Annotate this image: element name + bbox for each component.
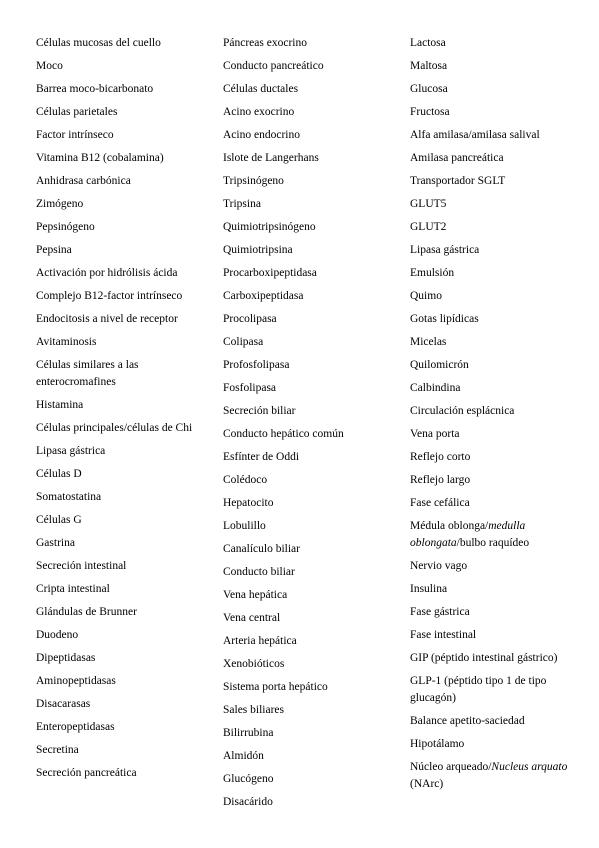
glossary-term: Emulsión	[410, 267, 455, 279]
glossary-term: Pepsinógeno	[36, 221, 95, 233]
glossary-term: Zimógeno	[36, 198, 84, 210]
glossary-term: Lactosa	[410, 37, 446, 49]
glossary-term: Complejo B12-factor intrínseco	[36, 290, 183, 302]
glossary-term: Quimiotripsinógeno	[223, 221, 316, 233]
glossary-term: Conducto biliar	[223, 566, 295, 578]
glossary-term: Activación por hidrólisis ácida	[36, 267, 178, 279]
term-column-2	[223, 32, 383, 814]
glossary-term: Vena hepática	[223, 589, 288, 601]
glossary-term: Lobulillo	[223, 520, 266, 532]
glossary-term: Amilasa pancreática	[410, 152, 504, 164]
glossary-term: Somatostatina	[36, 491, 102, 503]
term-segment: (NArc)	[410, 778, 444, 790]
glossary-term: GIP (péptido intestinal gástrico)	[410, 652, 558, 664]
glossary-term: Balance apetito-saciedad	[410, 715, 525, 727]
glossary-term: Avitaminosis	[36, 336, 97, 348]
glossary-term: Gastrina	[36, 537, 75, 549]
glossary-term: Canalículo biliar	[223, 543, 300, 555]
glossary-term: Vitamina B12 (cobalamina)	[36, 152, 164, 164]
glossary-term: Micelas	[410, 336, 447, 348]
glossary-term: Colédoco	[223, 474, 268, 486]
glossary-term: Anhidrasa carbónica	[36, 175, 131, 187]
glossary-term: Almidón	[223, 750, 264, 762]
glossary-term: Células principales/células de Chi	[36, 422, 193, 434]
term-segment: /bulbo raquídeo	[456, 537, 530, 549]
glossary-term: Sistema porta hepático	[223, 681, 328, 693]
glossary-term: Secreción intestinal	[36, 560, 127, 572]
glossary-term: Islote de Langerhans	[223, 152, 319, 164]
glossary-term: Factor intrínseco	[36, 129, 114, 141]
glossary-term: Sales biliares	[223, 704, 284, 716]
glossary-term: Barrea moco-bicarbonato	[36, 83, 154, 95]
glossary-term: Fase gástrica	[410, 606, 470, 618]
glossary-term: Vena central	[223, 612, 281, 624]
glossary-term: Histamina	[36, 399, 84, 411]
term-column-3	[410, 32, 570, 796]
glossary-term: Quilomicrón	[410, 359, 469, 371]
glossary-term: Profosfolipasa	[223, 359, 290, 371]
glossary-term	[410, 515, 570, 555]
term-segment: Médula oblonga/	[410, 520, 489, 532]
glossary-term: Colipasa	[223, 336, 264, 348]
glossary-term: Procolipasa	[223, 313, 277, 325]
glossary-term: Arteria hepática	[223, 635, 297, 647]
glossary-term: GLUT5	[410, 198, 447, 210]
glossary-term: Células D	[36, 468, 82, 480]
glossary-term: Fase cefálica	[410, 497, 470, 509]
glossary-term: Fase intestinal	[410, 629, 477, 641]
glossary-term: Gotas lipídicas	[410, 313, 479, 325]
glossary-term: Lipasa gástrica	[410, 244, 480, 256]
glossary-term: Conducto pancreático	[223, 60, 324, 72]
glossary-term: Endocitosis a nivel de receptor	[36, 313, 178, 325]
glossary-term: Glucógeno	[223, 773, 274, 785]
glossary-term: Secretina	[36, 744, 79, 756]
glossary-term: Esfínter de Oddi	[223, 451, 300, 463]
term-segment: Núcleo arqueado/	[410, 761, 492, 773]
glossary-term: Bilirrubina	[223, 727, 274, 739]
glossary-term: Reflejo largo	[410, 474, 471, 486]
glossary-term: Células parietales	[36, 106, 118, 118]
glossary-term: Enteropeptidasas	[36, 721, 115, 733]
glossary-term: Conducto hepático común	[223, 428, 344, 440]
glossary-term: Hipotálamo	[410, 738, 465, 750]
glossary-term: Fructosa	[410, 106, 450, 118]
glossary-term: Lipasa gástrica	[36, 445, 106, 457]
glossary-term: Disacarasas	[36, 698, 91, 710]
glossary-term: Glucosa	[410, 83, 448, 95]
glossary-term: Células similares a las enterocromafines	[36, 359, 139, 388]
glossary-term: Secreción pancreática	[36, 767, 137, 779]
glossary-term: Circulación esplácnica	[410, 405, 515, 417]
glossary-term: Alfa amilasa/amilasa salival	[410, 129, 540, 141]
glossary-term: Reflejo corto	[410, 451, 471, 463]
glossary-term: Pepsina	[36, 244, 72, 256]
glossary-term: Maltosa	[410, 60, 448, 72]
term-italic-segment: medulla oblongata	[410, 520, 526, 549]
glossary-term: Acino exocrino	[223, 106, 295, 118]
glossary-term: Páncreas exocrino	[223, 37, 307, 49]
glossary-term: Vena porta	[410, 428, 460, 440]
glossary-term: Transportador SGLT	[410, 175, 506, 187]
glossary-term: Duodeno	[36, 629, 79, 641]
glossary-term	[410, 756, 570, 796]
glossary-term: Células G	[36, 514, 82, 526]
glossary-term: Insulina	[410, 583, 448, 595]
glossary-term: Disacárido	[223, 796, 273, 808]
glossary-term: Procarboxipeptidasa	[223, 267, 317, 279]
glossary-term: Acino endocrino	[223, 129, 300, 141]
glossary-term: Células mucosas del cuello	[36, 37, 161, 49]
glossary-term: Cripta intestinal	[36, 583, 110, 595]
glossary-term: Dipeptidasas	[36, 652, 96, 664]
glossary-term: Tripsinógeno	[223, 175, 284, 187]
glossary-term: GLP-1 (péptido tipo 1 de tipo glucagón)	[410, 675, 547, 704]
glossary-term: Aminopeptidasas	[36, 675, 116, 687]
glossary-term: Nervio vago	[410, 560, 468, 572]
glossary-term: Quimiotripsina	[223, 244, 293, 256]
glossary-term: Hepatocito	[223, 497, 274, 509]
glossary-term: Tripsina	[223, 198, 261, 210]
glossary-term: Glándulas de Brunner	[36, 606, 137, 618]
glossary-term: Secreción biliar	[223, 405, 296, 417]
glossary-term: GLUT2	[410, 221, 447, 233]
glossary-term: Carboxipeptidasa	[223, 290, 304, 302]
glossary-term: Quimo	[410, 290, 442, 302]
glossary-term: Fosfolipasa	[223, 382, 277, 394]
glossary-term: Moco	[36, 60, 63, 72]
term-italic-segment: Nucleus arquato	[491, 761, 568, 773]
glossary-term: Calbindina	[410, 382, 461, 394]
term-column-1	[36, 32, 196, 785]
glossary-term: Xenobióticos	[223, 658, 285, 670]
glossary-term: Células ductales	[223, 83, 299, 95]
